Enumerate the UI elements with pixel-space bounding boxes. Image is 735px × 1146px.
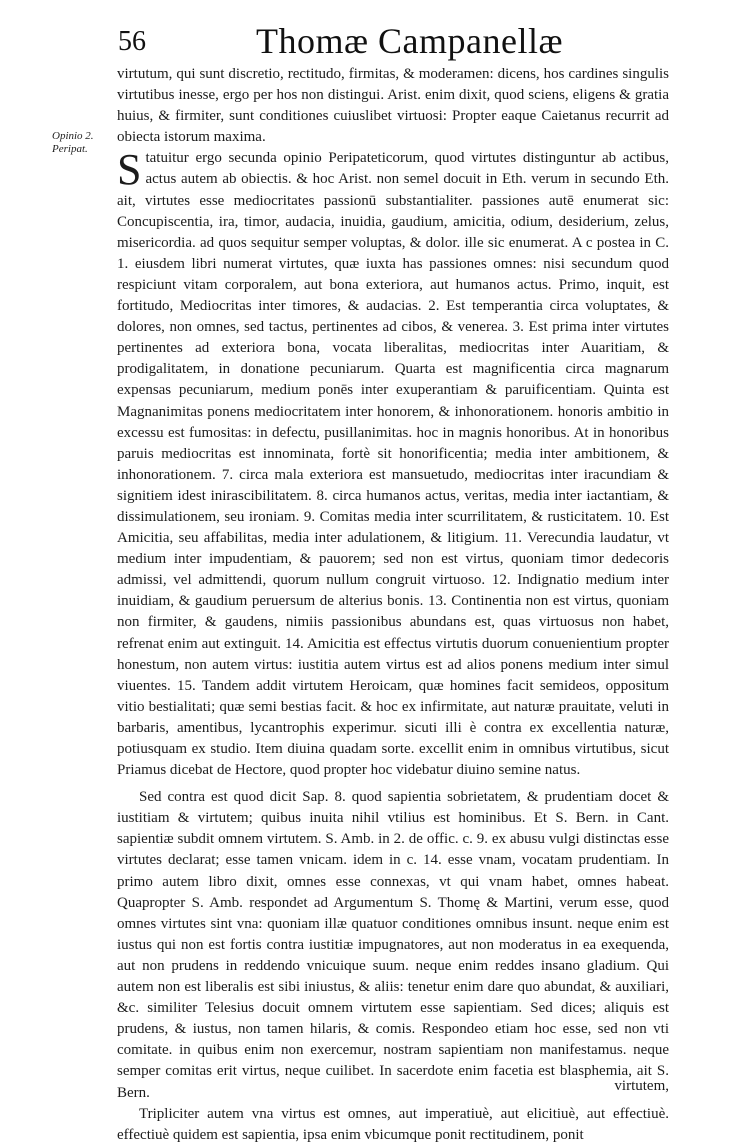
paragraph-second-opinion: Statuitur ergo secunda opinio Peripateticorum, quod virtutes distinguntur ab actibus, actus autem ab obiectis. & hoc Arist. non semel docuit in Eth. verum in secundo Eth. ait, virtutes esse mediocritates passionū substantialiter. passiones autē enumerat sic: Concupiscentia, ira, timor, audacia, inuidia, gaudium, amicitia, odium, desiderium, zelus, misericordia. ad quos sequitur semper voluptas, & dolor. ille sic enumerat. A c postea in C. 1. eiusdem libri numerat virtutes, quæ iuxta has passiones omnes: nisi secundum quod respiciunt vitam corporalem, aut bona exteriora, aut humanos actus. Primo, inquit, est fortitudo, Mediocritas inter timores, & audacias. 2. Est temperantia circa voluptates, & dolores, non omnes, sed tactus, pertinentes ad cibos, & venerea. 3. Est prima inter virtutes pertinentes ad exteriora bona, vocata liberalitas, mediocritas inter Auaritiam, & prodigalitatem, in donatione pecuniarum. Quarta est magnificentia circa magnarum expensas pecuniarum, medium ponēs inter exuperantiam & paruificentiam. Quinta est Magnanimitas ponens mediocritatem inter honorem, & inhonorationem. honoris ambitio in excessu est fumositas: in defectu, pusillanimitas. hoc in magnis honoribus. At in honoribus paruis mediocritas est innominata, fortè sit honorificentia; media inter ambitionem, & inhonorationem. 7. circa mala exteriora est mansuetudo, mediocritas inter iracundiam & signitiem idest inirascibilitatem. 8. circa humanos actus, veritas, media inter iactantiam, & dissimulationem, seu ironiam. 9. Comitas media inter scurrilitatem, & rusticitatem. 10. Est Amicitia, seu affabilitas, media inter adulationem, & litigium. 11. Verecundia laudatur, vt medium inter impudentiam, & pauorem; sed non est virtus, quoniam timor dedecoris admissi, vel admittendi, quorum nullum congruit virtuoso. 12. Indignatio medium inter inuidiam, & gaudium peruersum de alterius bonis. 13. Continentia non est virtus, quoniam non firmiter, & gaudens, nimiis passionibus abundans est, quas virtuosus non habet, refrenat enim aut extinguit. 14. Amicitia est effectus virtutis duorum conuenientium propter honestum, non autem virtus: iustitia autem virtus est ad alios ponens medium inter simul viuentes. 15. Tandem addit virtutem Heroicam, quæ homines facit semideos, oppositum vitio bestialitati; quæ semi bestias facit. & hoc ex infirmitate, aut naturæ prauitate, veluti in barbaris, amentibus, lycantrophis experimur. sicuti illi è contra ex excellentia naturæ, potiusquam ex studio. Item diuina quadam sorte. excellit enim in omnibus virtutibus, sicut Priamus dicebat de Hectore, quod propter hoc videbatur diuino semine natus. — [117, 145, 669, 779]
catchword: virtutem, — [614, 1078, 669, 1094]
page-header — [118, 20, 678, 62]
paragraph-continuation: virtutum, qui sunt discretio, rectitudo, firmitas, & moderamen: dicens, hos cardines singulis virtutibus inesse, ergo per hos non distingui. Arist. enim dixit, quod sciens, eligens & gratia huius, & firmiter, sunt conditiones cuiuslibet virtuosi: Propter eaque Caietanus recurrit ad obiecta istorum maxima. — [117, 66, 669, 146]
paragraph-tripliciter: Tripliciter autem vna virtus est omnes, aut imperatiuè, aut elicitiuè, aut effectiuè. effectiuè quidem est sapientia, ipsa enim vbicumque ponit rectitudinem, ponit — [117, 1105, 669, 1143]
page-number: 56 — [118, 26, 146, 57]
paragraph-sed-contra: Sed contra est quod dicit Sap. 8. quod sapientia sobrietatem, & prudentiam docet & iustitiam & virtutem; quibus inuita nihil vtilius est hominibus. Et S. Bern. in Cant. sapientiæ subdit omnem virtutem. S. Amb. in 2. de offic. c. 9. ex abusu vulgi distinctas esse virtutes declarat; esse tamen vnicam. idem in c. 14. esse vnam, vocatam prudentiam. In primo autem libro dixit, omnes esse connexas, vt qui vnam habet, omnes habeat. Quapropter S. Amb. respondet ad Argumentum S. Thomę & Martini, verum esse, quod omnes virtutes sint vna: quoniam illæ quatuor conditiones omnibus insunt. neque enim est iustus qui non est fortis contra iustitiæ impugnatores, aut non moderatus in ea exequenda, aut non prudens in reddendo vnicuique suum. neque enim reddes insano gladium. Qui autem non est liberalis est sibi iniustus, & aliis: tenetur enim dare quo abundat, & auxiliari, &c. similiter Telesius docuit omnem virtutem esse sapientiam. Sed dices; aliquis est prudens, & iustus, non tamen hilaris, & comis. Respondeo etiam hoc esse, sed non vti comitate. in quibus enim non exercemur, nostram sapientiam non manifestamus. neque semper comitas erit virtus, neque cuilibet. In sacerdote enim facetia est blasphemia, ait S. Bern. — [117, 789, 669, 1101]
running-head: Thomæ Campanellæ — [256, 21, 563, 61]
body-text — [117, 64, 669, 1146]
margin-note: Opinio 2. Peripat. — [52, 130, 94, 155]
